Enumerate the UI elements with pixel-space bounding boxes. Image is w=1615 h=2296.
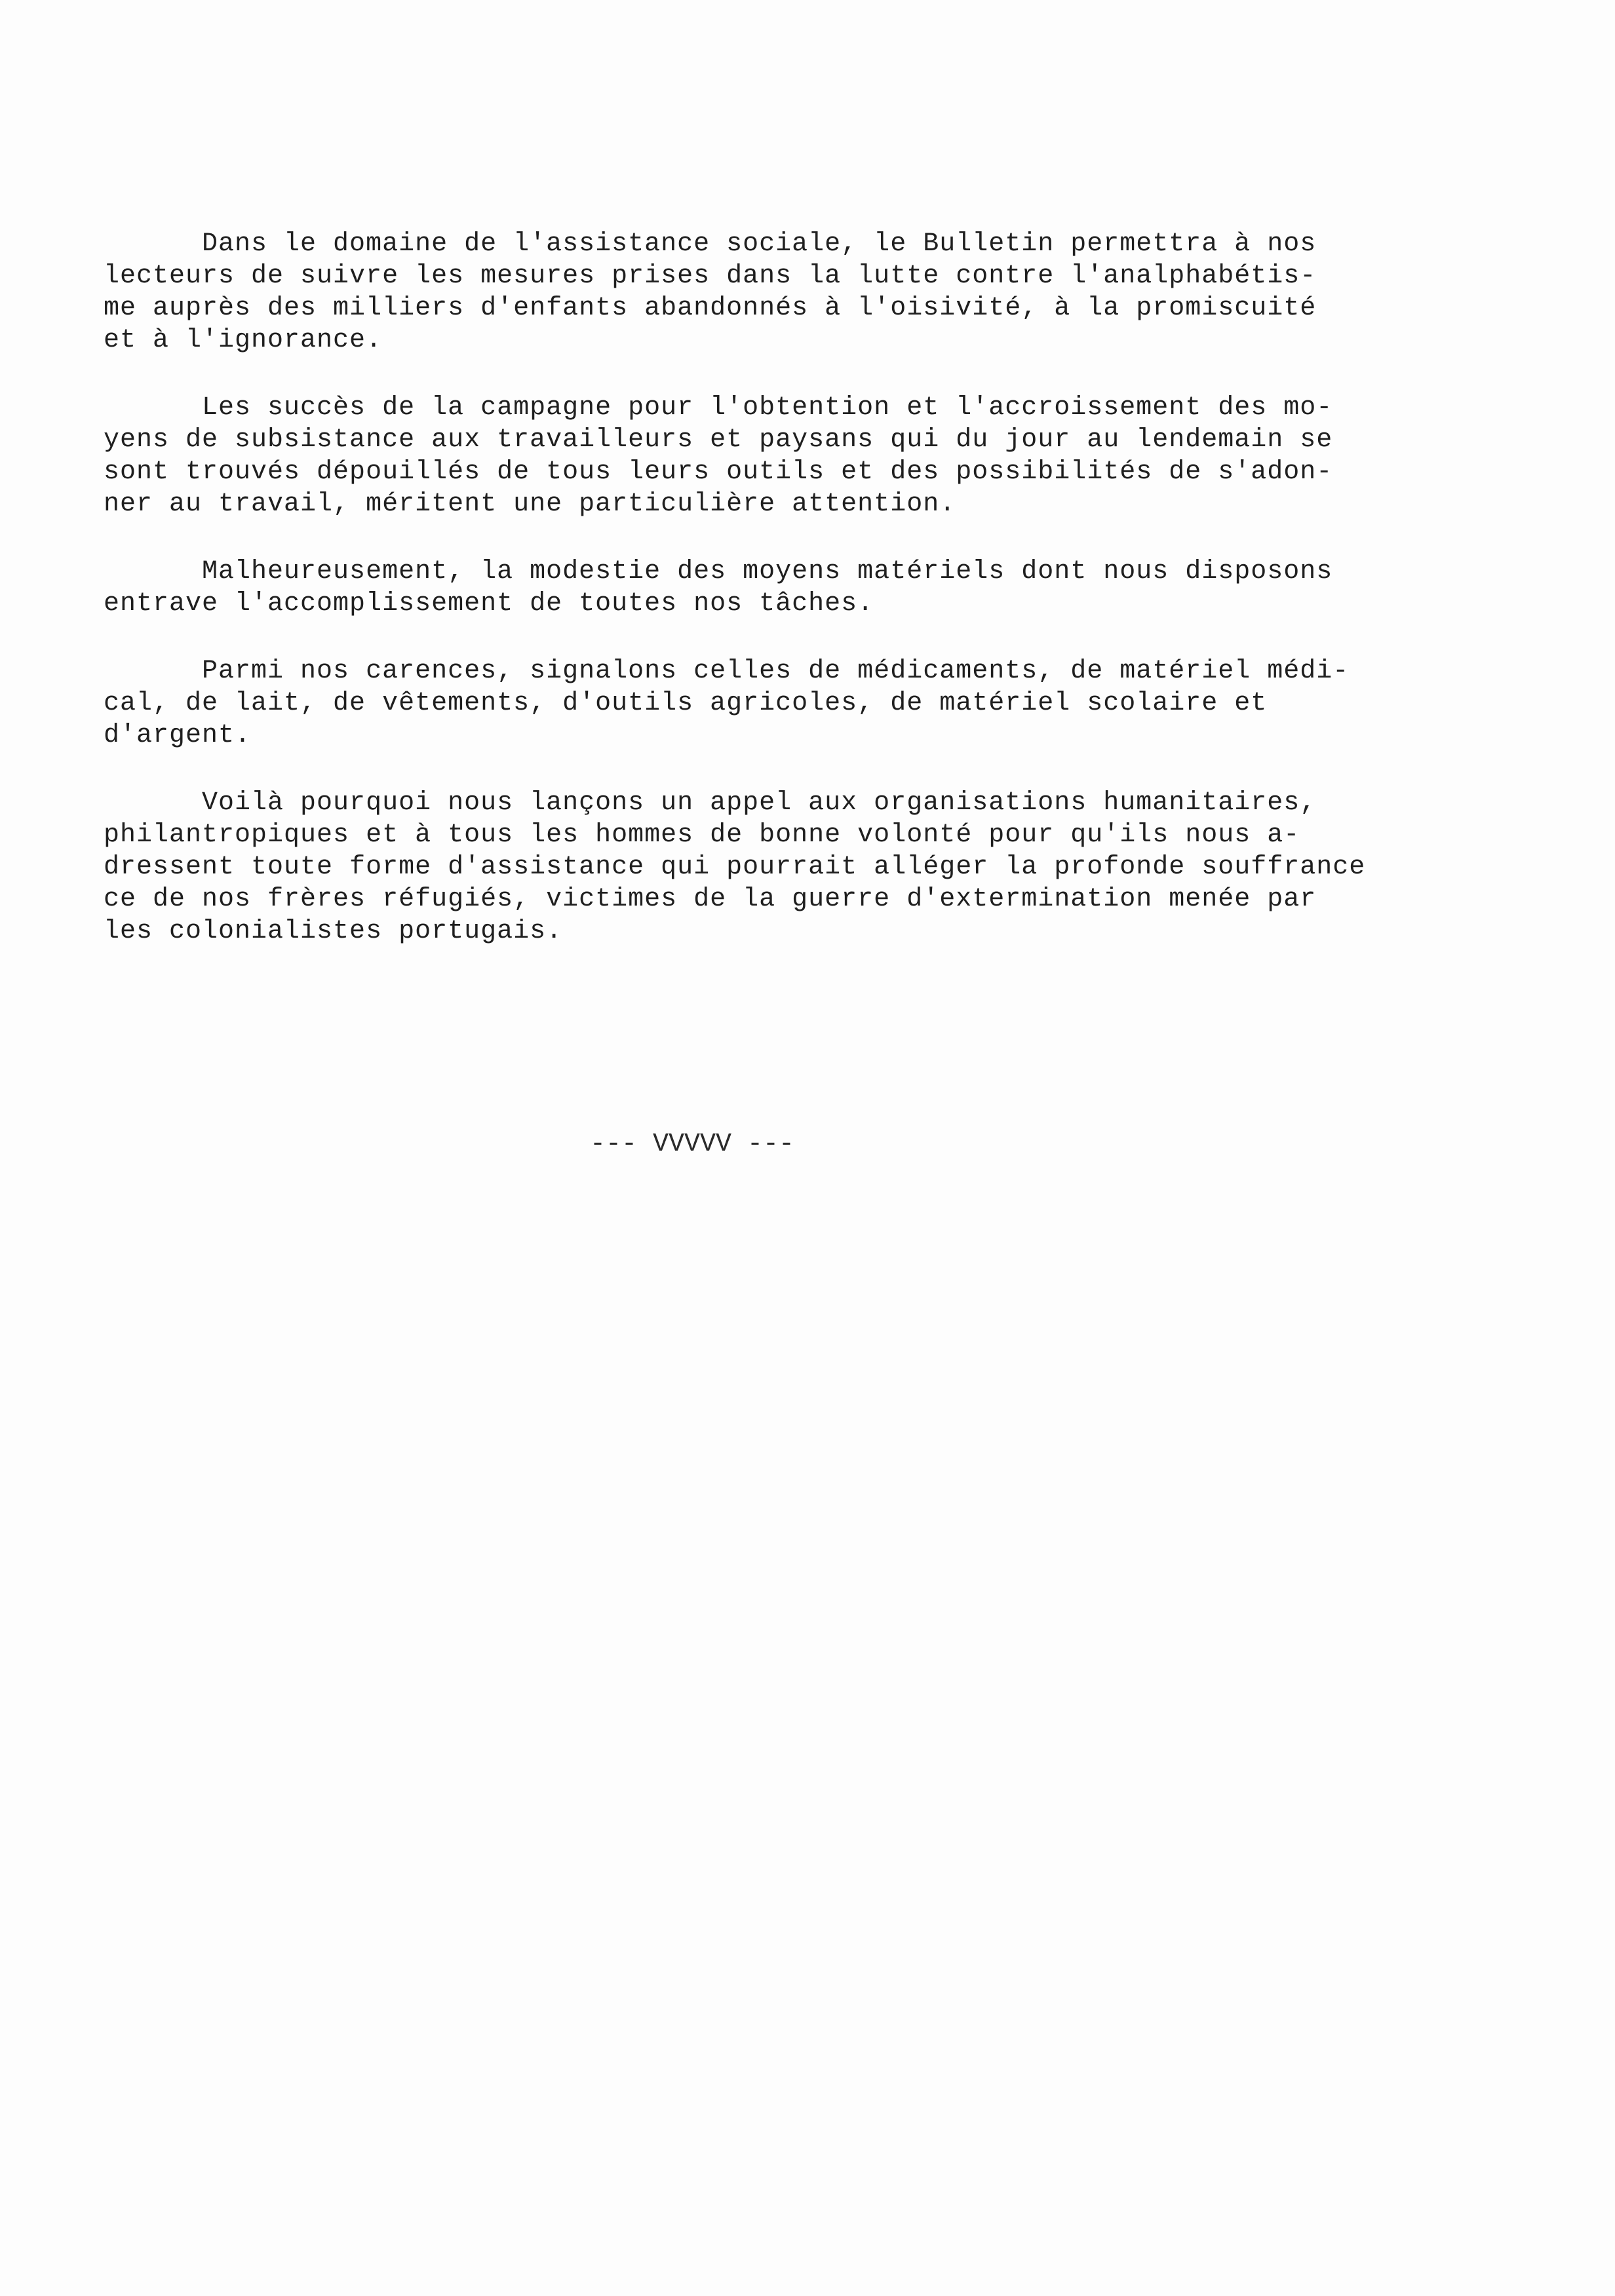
text-line: dressent toute forme d'assistance qui pourrait alléger la profonde souffrance bbox=[104, 852, 1366, 882]
text-line: Voilà pourquoi nous lançons un appel aux organisations humanitaires, bbox=[104, 788, 1317, 818]
text-line: yens de subsistance aux travailleurs et paysans qui du jour au lendemain se bbox=[104, 425, 1333, 455]
paragraph-limited-means bbox=[104, 556, 1441, 620]
text-line: philantropiques et à tous les hommes de bonne volonté pour qu'ils nous a- bbox=[104, 820, 1300, 850]
text-line: entrave l'accomplissement de toutes nos tâches. bbox=[104, 589, 874, 619]
section-separator: --- VVVVV --- bbox=[590, 1130, 795, 1159]
paragraph-social-assistance bbox=[104, 228, 1441, 356]
text-line: les colonialistes portugais. bbox=[104, 917, 563, 946]
text-line: ce de nos frères réfugiés, victimes de la guerre d'extermination menée par bbox=[104, 885, 1317, 914]
text-line: cal, de lait, de vêtements, d'outils agricoles, de matériel scolaire et bbox=[104, 689, 1268, 718]
text-line: Malheureusement, la modestie des moyens matériels dont nous disposons bbox=[104, 557, 1333, 586]
text-line: Dans le domaine de l'assistance sociale, le Bulletin permettra à nos bbox=[104, 229, 1317, 259]
paragraph-appeal bbox=[104, 787, 1441, 947]
text-line: Parmi nos carences, signalons celles de médicaments, de matériel médi- bbox=[104, 657, 1350, 686]
paragraph-shortages bbox=[104, 655, 1441, 752]
text-line: lecteurs de suivre les mesures prises dans la lutte contre l'analphabétis- bbox=[104, 261, 1317, 291]
text-line: et à l'ignorance. bbox=[104, 326, 383, 355]
body-text bbox=[104, 228, 1441, 983]
text-line: ner au travail, méritent une particulière attention. bbox=[104, 489, 956, 519]
text-line: me auprès des milliers d'enfants abandonnés à l'oisivité, à la promiscuité bbox=[104, 294, 1317, 323]
text-line: sont trouvés dépouillés de tous leurs outils et des possibilités de s'adon- bbox=[104, 457, 1333, 487]
paragraph-subsistence-campaign bbox=[104, 392, 1441, 520]
text-line: d'argent. bbox=[104, 721, 252, 750]
text-line: Les succès de la campagne pour l'obtention et l'accroissement des mo- bbox=[104, 393, 1333, 423]
